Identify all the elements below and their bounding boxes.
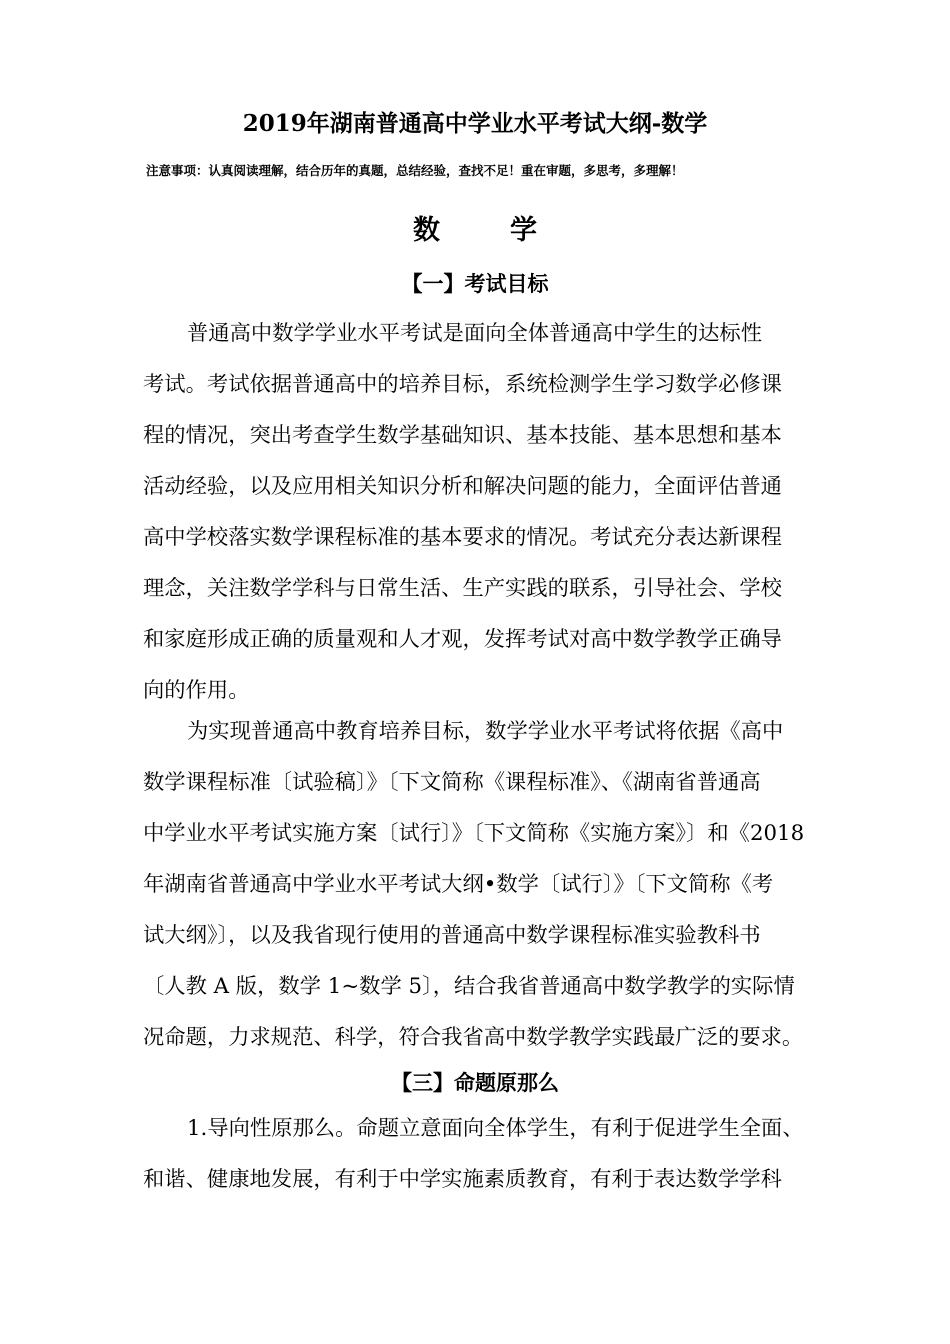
subject-char-1: 数 xyxy=(413,215,440,246)
text-line: 向的作用。 xyxy=(143,678,250,703)
paragraph-exam-goals xyxy=(143,308,819,716)
text-line: 和家庭形成正确的质量观和人才观，发挥考试对高中数学教学正确导 xyxy=(143,627,782,652)
text-line: 年湖南省普通高中学业水平考试大纲•数学〔试行〕》〔下文简称《考 xyxy=(143,872,774,897)
paragraph-principles xyxy=(143,1103,819,1205)
text-line: 和谐、健康地发展，有利于中学实施素质教育，有利于表达数学学科 xyxy=(143,1167,782,1192)
section-heading-exam-goals: 【一】考试目标 xyxy=(401,272,549,296)
text-line: 考试。考试依据普通高中的培养目标，系统检测学生学习数学必修课 xyxy=(143,372,782,397)
text-line: 数学课程标准〔试验稿〕》〔下文简称《课程标准》、《湖南省普通高 xyxy=(143,770,761,795)
paragraph-exam-basis xyxy=(143,706,819,1063)
text-line: 为实现普通高中教育培养目标，数学学业水平考试将依据《高中 xyxy=(187,719,784,744)
subject-char-2: 学 xyxy=(510,215,537,246)
text-line: 活动经验，以及应用相关知识分析和解决问题的能力，全面评估普通 xyxy=(143,474,782,499)
text-line: 中学业水平考试实施方案〔试行〕》〔下文简称《实施方案》〕和《2018 xyxy=(143,821,805,846)
notice-text: 注意事项：认真阅读理解，结合历年的真题，总结经验，查找不足！重在审题，多思考，多理解！ xyxy=(146,163,684,178)
text-line: 高中学校落实数学课程标准的基本要求的情况。考试充分表达新课程 xyxy=(143,525,782,550)
text-line: 普通高中数学学业水平考试是面向全体普通高中学生的达标性 xyxy=(187,321,763,346)
text-line: 理念，关注数学学科与日常生活、生产实践的联系，引导社会、学校 xyxy=(143,576,782,601)
document-title: 2019年湖南普通高中学业水平考试大纲-数学 xyxy=(242,110,708,137)
subject-heading xyxy=(0,208,950,247)
text-line: 程的情况，突出考查学生数学基础知识、基本技能、基本思想和基本 xyxy=(143,423,782,448)
text-line: 1.导向性原那么。命题立意面向全体学生，有利于促进学生全面、 xyxy=(187,1116,804,1141)
text-line: 试大纲》〕，以及我省现行使用的普通高中数学课程标准实验教科书 xyxy=(143,923,761,948)
section-heading-principles: 【三】命题原那么 xyxy=(391,1071,559,1095)
text-line: 况命题，力求规范、科学，符合我省高中数学教学实践最广泛的要求。 xyxy=(143,1025,804,1050)
text-line: 〔人教 A 版，数学 1~数学 5〕，结合我省普通高中数学教学的实际情 xyxy=(143,974,795,999)
